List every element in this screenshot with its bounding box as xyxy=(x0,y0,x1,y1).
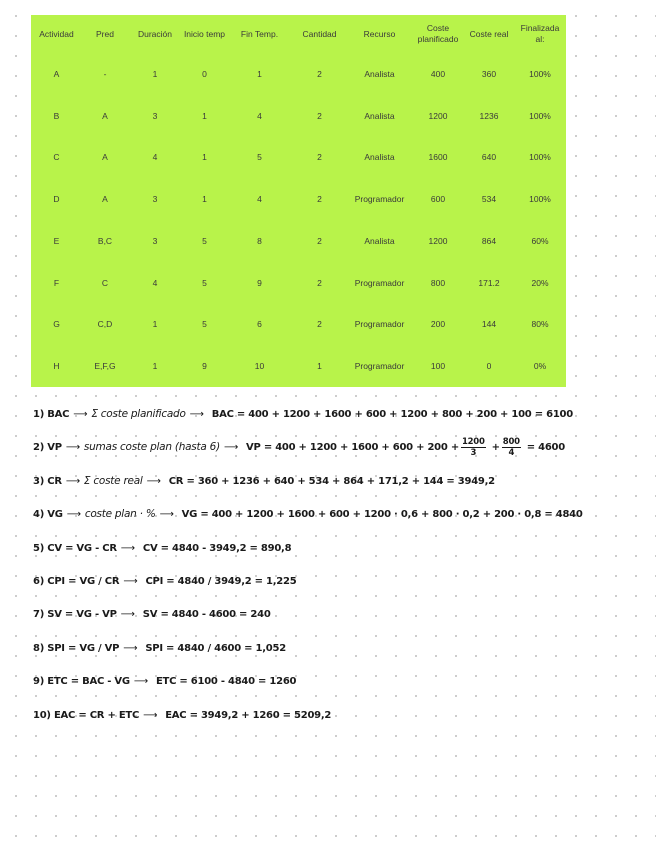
table-cell: 1 xyxy=(152,68,158,79)
note-result: = 4600 xyxy=(526,442,565,454)
table-cell: A xyxy=(102,110,108,121)
note-calculation: ETC = 6100 - 4840 = 1260 xyxy=(155,676,297,688)
header-recurso: Recurso xyxy=(363,28,396,39)
table-row xyxy=(31,345,566,387)
table-cell: 1 xyxy=(152,361,158,372)
table-row xyxy=(31,53,566,95)
table-cell: 80% xyxy=(531,319,549,330)
table-cell: 2 xyxy=(317,110,322,121)
table-cell: 6 xyxy=(257,319,262,330)
table-cell: 2 xyxy=(317,235,322,246)
table-cell: 5 xyxy=(202,319,207,330)
note-line xyxy=(33,565,633,598)
table-cell: A xyxy=(102,152,108,163)
table-cell: 4 xyxy=(152,152,158,163)
table-cell: 1 xyxy=(317,361,322,372)
table-cell: F xyxy=(53,277,60,288)
table-cell: 2 xyxy=(317,152,322,163)
arrow-icon: ⟶ xyxy=(65,442,80,454)
fraction-denominator: 3 xyxy=(470,447,477,458)
header-coste-real: Coste real xyxy=(469,28,509,39)
table-cell: D xyxy=(53,194,60,205)
table-row xyxy=(31,262,566,304)
note-label: 8) SPI = VG / VP xyxy=(33,642,120,654)
note-line xyxy=(33,431,633,464)
table-cell: 9 xyxy=(257,277,262,288)
table-row xyxy=(31,220,566,262)
note-label: 3) CR xyxy=(33,475,62,487)
table-cell: 1 xyxy=(257,68,262,79)
table-cell: C xyxy=(53,152,60,163)
table-cell: Programador xyxy=(354,361,405,372)
fraction xyxy=(461,437,486,458)
table-cell: 4 xyxy=(152,277,158,288)
note-label: 7) SV = VG - VP xyxy=(33,609,117,621)
arrow-icon: ⟶ xyxy=(66,509,81,521)
table-cell: A xyxy=(53,68,60,79)
table-row xyxy=(31,178,566,220)
table-cell: 534 xyxy=(481,194,497,205)
table-cell: 171.2 xyxy=(478,277,500,288)
note-label: 10) EAC = CR + ETC xyxy=(33,709,140,721)
note-line xyxy=(33,465,633,498)
note-calculation: EAC = 3949,2 + 1260 = 5209,2 xyxy=(165,709,332,721)
fraction-numerator: 800 xyxy=(502,436,520,447)
table-cell: 400 xyxy=(430,68,446,79)
table-cell: 360 xyxy=(481,68,497,79)
table-cell: H xyxy=(53,361,60,372)
header-actividad: Actividad xyxy=(39,28,74,39)
table-cell: 864 xyxy=(481,235,497,246)
table-cell: 1 xyxy=(202,194,207,205)
table-cell: Programador xyxy=(354,277,405,288)
note-label: 6) CPI = VG / CR xyxy=(33,575,120,587)
header-pred: Pred xyxy=(96,28,114,39)
table-cell: 640 xyxy=(481,152,497,163)
note-line xyxy=(33,532,633,565)
table-cell: 1200 xyxy=(428,235,448,246)
note-line xyxy=(33,632,633,665)
note-calculation: CV = 4840 - 3949,2 = 890,8 xyxy=(142,542,292,554)
note-operator: + xyxy=(491,442,500,454)
table-cell: 3 xyxy=(152,194,158,205)
table-cell: 2 xyxy=(317,319,322,330)
table-cell: 1236 xyxy=(479,110,499,121)
table-cell: 5 xyxy=(202,235,207,246)
note-label: 4) VG xyxy=(33,509,63,521)
arrow-icon: ⟶ xyxy=(159,509,174,521)
table-cell: 600 xyxy=(430,194,446,205)
arrow-icon: ⟶ xyxy=(120,609,135,621)
table-cell: 800 xyxy=(430,277,446,288)
note-calculation: BAC = 400 + 1200 + 1600 + 600 + 1200 + 800 + 200 + 100 = 6100 xyxy=(211,409,573,420)
table-cell: Analista xyxy=(364,68,395,79)
table-cell: 1600 xyxy=(428,152,448,163)
table-cell: 5 xyxy=(202,277,207,288)
header-cantidad: Cantidad xyxy=(302,28,337,39)
note-label: 2) VP xyxy=(33,442,62,454)
header-inicio-temp: Inicio temp xyxy=(183,28,226,39)
note-line xyxy=(33,699,633,732)
fraction-numerator: 1200 xyxy=(461,436,485,447)
arrow-icon: ⟶ xyxy=(123,575,138,587)
arrow-icon: ⟶ xyxy=(73,409,88,420)
note-calculation: SPI = 4840 / 4600 = 1,052 xyxy=(145,642,286,654)
table-cell: Programador xyxy=(354,319,405,330)
table-cell: 9 xyxy=(202,361,207,372)
table-cell: Analista xyxy=(364,235,395,246)
arrow-icon: ⟶ xyxy=(120,542,135,554)
table-cell: 1 xyxy=(152,319,158,330)
header-coste-planificado: Coste planificado xyxy=(417,23,459,44)
table-cell: 20% xyxy=(531,277,549,288)
table-cell: 60% xyxy=(531,235,549,246)
table-row xyxy=(31,304,566,346)
note-description: Σ coste planificado xyxy=(91,408,186,420)
table-cell: B xyxy=(53,110,60,121)
header-fin-temp: Fin Temp. xyxy=(240,28,279,39)
table-cell: 8 xyxy=(257,235,262,246)
note-calculation: CR = 360 + 1236 + 640 + 534 + 864 + 171,2 + 144 = 3949,2 xyxy=(168,475,495,487)
arrow-icon: ⟶ xyxy=(123,642,138,654)
table-cell: - xyxy=(103,68,107,79)
note-label: 9) ETC = BAC - VG xyxy=(33,676,130,688)
table-body xyxy=(31,53,566,387)
table-cell: 100% xyxy=(529,110,551,121)
table-cell: 0% xyxy=(533,361,547,372)
table-cell: 200 xyxy=(430,319,446,330)
arrow-icon: ⟶ xyxy=(143,709,158,721)
table-cell: G xyxy=(53,319,60,330)
header-duracion: Duración xyxy=(137,28,173,39)
note-description: sumas coste plan (hasta 6) xyxy=(83,441,220,454)
table-cell: 1 xyxy=(202,110,207,121)
note-line xyxy=(33,665,633,698)
table-cell: 3 xyxy=(152,110,158,121)
fraction xyxy=(502,437,521,458)
table-cell: 2 xyxy=(317,277,322,288)
data-table-panel xyxy=(31,15,566,387)
table-cell: C xyxy=(101,277,109,288)
note-calculation: VG = 400 + 1200 + 1600 + 600 + 1200 · 0,6 + 800 · 0,2 + 200 · 0,8 = 4840 xyxy=(181,509,583,521)
table-cell: 0 xyxy=(486,361,492,372)
table-cell: 10 xyxy=(254,361,265,372)
handwritten-notes xyxy=(33,398,633,732)
table-cell: 2 xyxy=(317,194,322,205)
activity-table xyxy=(31,15,566,387)
note-description: coste plan · % xyxy=(84,508,156,521)
note-line xyxy=(33,498,633,531)
table-cell: A xyxy=(102,194,108,205)
table-cell: E xyxy=(53,235,60,246)
arrow-icon: ⟶ xyxy=(146,475,161,487)
table-cell: Analista xyxy=(364,110,395,121)
table-cell: 0 xyxy=(202,68,207,79)
table-cell: 2 xyxy=(317,68,322,79)
header-finalizada: Finalizada al: xyxy=(520,23,560,44)
note-label: 5) CV = VG - CR xyxy=(33,542,117,554)
table-cell: 100% xyxy=(529,194,551,205)
table-row xyxy=(31,137,566,179)
arrow-icon: ⟶ xyxy=(189,409,204,420)
arrow-icon: ⟶ xyxy=(223,442,239,454)
table-cell: E,F,G xyxy=(94,361,116,372)
table-cell: 5 xyxy=(257,152,262,163)
table-cell: 3 xyxy=(152,235,158,246)
arrow-icon: ⟶ xyxy=(133,676,148,688)
note-calculation: VP = 400 + 1200 + 1600 + 600 + 200 + xyxy=(246,442,459,454)
table-cell: C,D xyxy=(97,319,113,330)
note-line xyxy=(33,598,633,631)
note-description: Σ coste real xyxy=(83,474,143,487)
table-cell: 4 xyxy=(257,110,262,121)
table-cell: 100 xyxy=(430,361,446,372)
table-cell: 144 xyxy=(481,319,497,330)
note-calculation: SV = 4840 - 4600 = 240 xyxy=(142,609,271,621)
table-header-row xyxy=(31,15,566,53)
note-line xyxy=(33,398,633,431)
table-cell: 100% xyxy=(529,68,551,79)
table-cell: Programador xyxy=(354,194,405,205)
fraction-denominator: 4 xyxy=(508,447,515,458)
table-cell: 1 xyxy=(202,152,207,163)
table-cell: 4 xyxy=(257,194,262,205)
table-cell: Analista xyxy=(364,152,395,163)
note-label: 1) BAC xyxy=(33,409,70,420)
arrow-icon: ⟶ xyxy=(65,475,80,487)
table-cell: B,C xyxy=(97,235,113,246)
table-row xyxy=(31,95,566,137)
note-calculation: CPI = 4840 / 3949,2 = 1,225 xyxy=(145,575,297,587)
table-cell: 1200 xyxy=(428,110,448,121)
table-cell: 100% xyxy=(529,152,551,163)
